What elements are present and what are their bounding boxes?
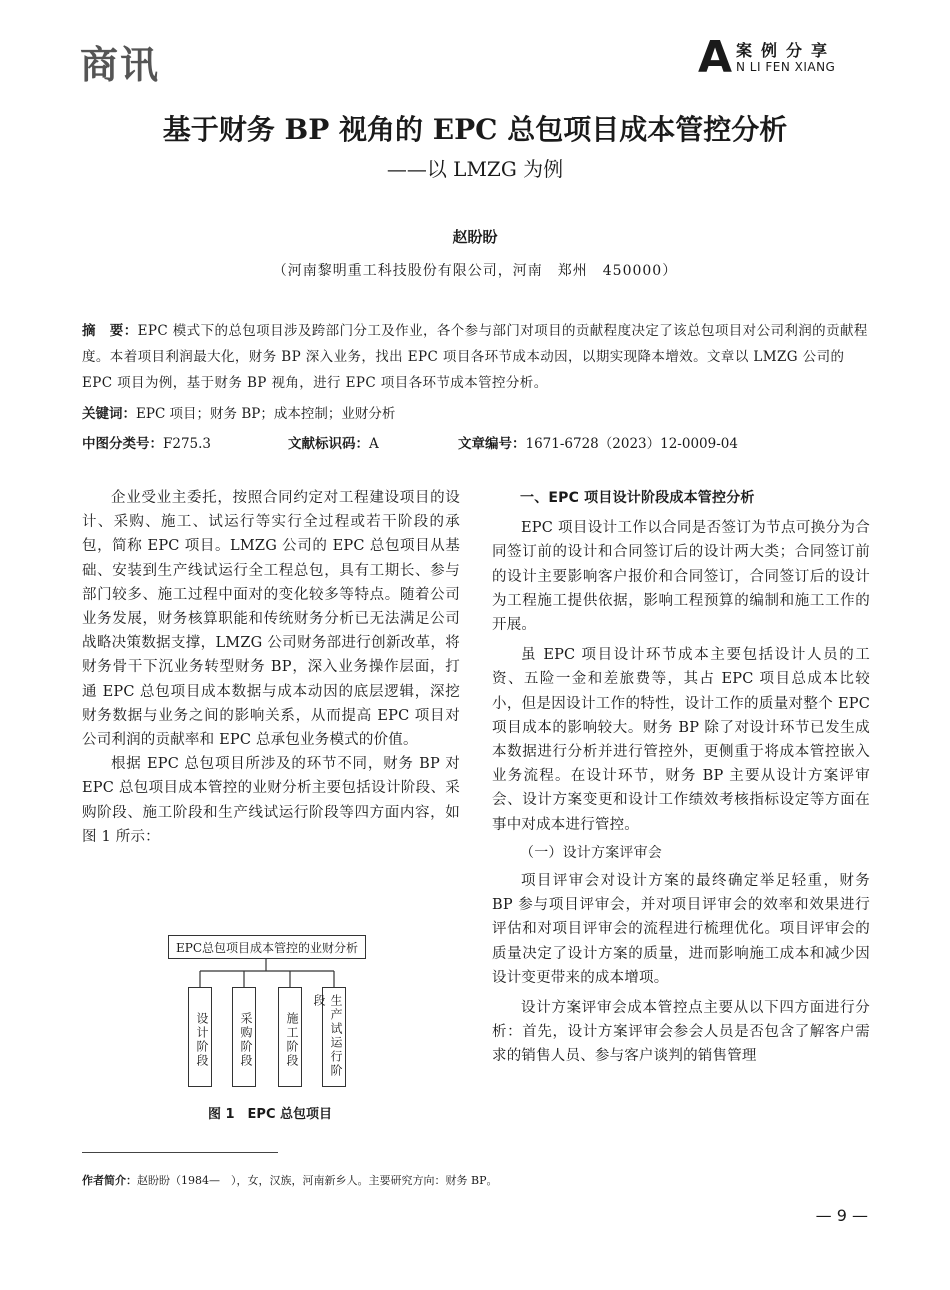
subsection-heading: （一）设计方案评审会 xyxy=(520,844,662,861)
column-logo-en: N LI FEN XIANG xyxy=(736,60,836,74)
article-number-value: 1671-6728（2023）12-0009-04 xyxy=(525,436,738,452)
keywords xyxy=(82,402,395,422)
keywords-label: 关键词： xyxy=(82,406,136,422)
section-heading: 一、EPC 项目设计阶段成本管控分析 xyxy=(520,490,755,506)
article-number-label: 文章编号： xyxy=(458,436,526,452)
figure-caption: 图 1 EPC 总包项目 xyxy=(207,1107,333,1122)
journal-brand: 商讯 xyxy=(80,43,161,87)
doc-value: A xyxy=(369,436,379,452)
keywords-text: EPC 项目；财务 BP；成本控制；业财分析 xyxy=(136,406,396,422)
clc-label: 中图分类号： xyxy=(82,436,163,452)
author-name: 赵盼盼 xyxy=(452,228,498,246)
article-number xyxy=(458,432,738,452)
diagram-stage-design: 设计阶段 xyxy=(188,987,212,1087)
paragraph: 根据 EPC 总包项目所涉及的环节不同，财务 BP 对 EPC 总包项目成本管控的业财分析主要包括设计阶段、采购阶段、施工阶段和生产线试运行阶段等四方面内容，如图 1 所示： xyxy=(82,756,460,845)
diagram-root-box: EPC总包项目成本管控的业财分析 xyxy=(168,935,366,959)
doc-code xyxy=(288,432,379,452)
author-affiliation: （河南黎明重工科技股份有限公司，河南 郑州 450000） xyxy=(272,263,678,279)
diagram-stage-procurement: 采购阶段 xyxy=(232,987,256,1087)
footnote-divider xyxy=(82,1152,278,1153)
column-logo-letter: A xyxy=(698,32,733,83)
author-footnote xyxy=(82,1172,497,1188)
article-subtitle: ——以 LMZG 为例 xyxy=(386,157,564,181)
doc-label: 文献标识码： xyxy=(288,436,369,452)
footnote-text: 赵盼盼（1984— ），女，汉族，河南新乡人。主要研究方向：财务 BP。 xyxy=(137,1174,498,1187)
paragraph: 设计方案评审会成本管控点主要从以下四方面进行分析：首先，设计方案评审会参会人员是否包含了解客户需求的销售人员、参与客户谈判的销售管理 xyxy=(492,1000,870,1065)
clc-code xyxy=(82,432,211,452)
article-title: 基于财务 BP 视角的 EPC 总包项目成本管控分析 xyxy=(162,113,788,146)
paragraph: 企业受业主委托，按照合同约定对工程建设项目的设计、采购、施工、试运行等实行全过程或若干阶段的承包，简称 EPC 项目。LMZG 公司的 EPC 总包项目从基础、安装到生产线试运行全工程总包，具有工期长、参与部门较多、施工过程中面对的变化较多等特点。随着公司业务发展，财务核算职能和传统财务分析已无法满足公司战略决策数据支撑，LMZG 公司财务部进行创新改革，将财务骨干下沉业务转型财务 BP，深入业务操作层面，打通 EPC 总包项目成本数据与成本动因的底层逻辑，深挖财务数据与业务之间的影响关系，从而提高 EPC 项目对公司利润的贡献率和 EPC 总承包业务模式的价值。 xyxy=(82,490,460,749)
abstract xyxy=(82,318,870,396)
column-logo-cn: 案例分享 xyxy=(736,41,837,60)
page-number: — 9 — xyxy=(815,1206,868,1225)
clc-value: F275.3 xyxy=(163,436,212,452)
left-column xyxy=(82,486,460,849)
right-column xyxy=(492,486,870,1069)
abstract-text: EPC 模式下的总包项目涉及跨部门分工及作业，各个参与部门对项目的贡献程度决定了该总包项目对公司利润的贡献程度。本着项目利润最大化，财务 BP 深入业务，找出 EPC 项目各环节成本动因，以期实现降本增效。文章以 LMZG 公司的 EPC 项目为例，基于财务 BP 视角，进行 EPC 项目各环节成本管控分析。 xyxy=(82,323,868,391)
abstract-label: 摘 要： xyxy=(82,323,138,339)
footnote-label: 作者简介： xyxy=(82,1174,137,1187)
paragraph: EPC 项目设计工作以合同是否签订为节点可换分为合同签订前的设计和合同签订后的设计两大类；合同签订前的设计主要影响客户报价和合同签订，合同签订后的设计为工程施工提供依据，影响工程预算的编制和施工工作的开展。 xyxy=(492,520,870,634)
paragraph: 虽 EPC 项目设计环节成本主要包括设计人员的工资、五险一金和差旅费等，其占 EPC 项目总成本比较小，但是因设计工作的特性，设计工作的质量对整个 EPC 项目成本的影响较大。财务 BP 除了对设计环节已发生成本数据进行分析并进行管控外，更侧重于将成本管控嵌入业务流程。在设计环节，财务 BP 主要从设计方案评审会、设计方案变更和设计工作绩效考核指标设定等方面在事中对成本进行管控。 xyxy=(492,647,870,833)
paragraph: 项目评审会对设计方案的最终确定举足轻重，财务 BP 参与项目评审会，并对项目评审会的效率和效果进行评估和对项目评审会的流程进行梳理优化。项目评审会的质量决定了设计方案的质量，进而影响施工成本和减少因设计变更带来的成本增项。 xyxy=(492,873,870,986)
diagram-stage-trial-run: 生产试运行阶段 xyxy=(322,987,346,1087)
column-logo xyxy=(698,32,868,83)
figure-1-diagram xyxy=(160,935,380,1095)
diagram-stage-construction: 施工阶段 xyxy=(278,987,302,1087)
